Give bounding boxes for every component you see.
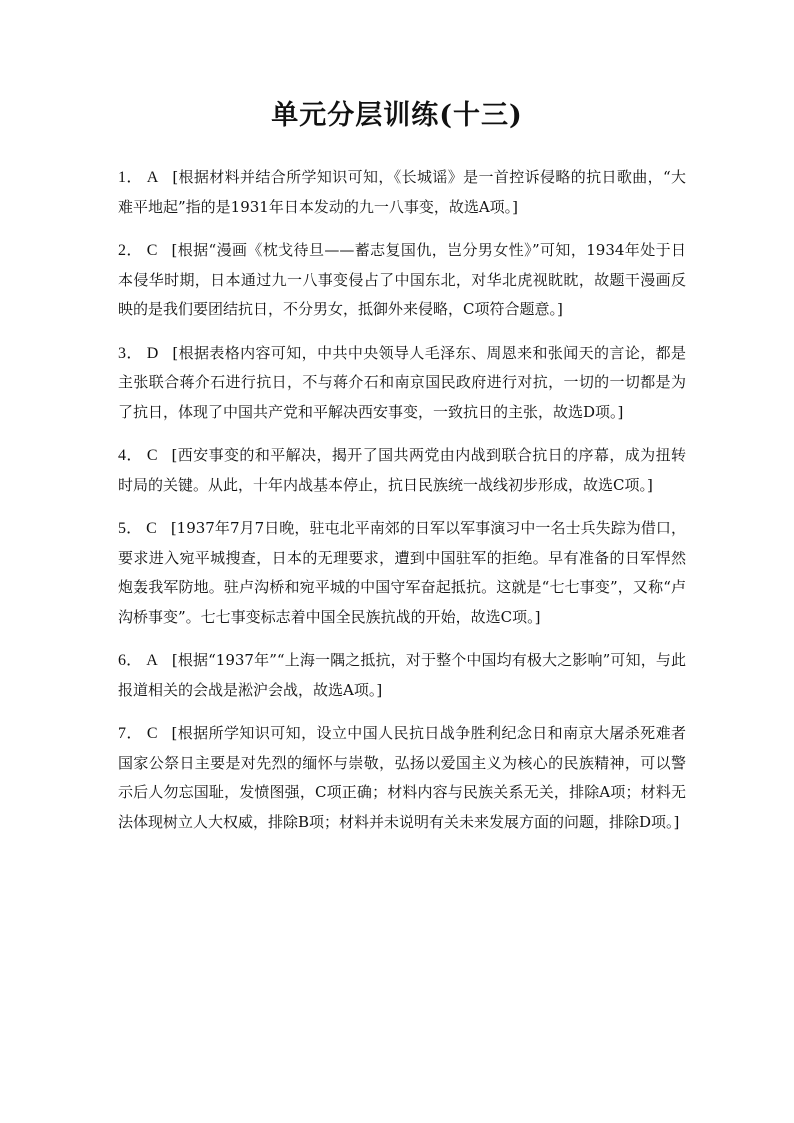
answer-item-6 [118, 646, 686, 705]
answer-number: 6． [118, 652, 143, 669]
answer-item-3 [118, 339, 686, 428]
answer-option: A [146, 169, 159, 186]
answer-list [118, 163, 686, 851]
answer-option: D [146, 344, 159, 362]
answer-explanation: [根据“漫画《枕戈待旦——蓄志复国仇，岂分男女性》”可知，1934年处于日本侵华时期，日本通过九一八事变侵占了中国东北，对华北虎视眈眈，故题干漫画反映的是我们要团结抗日，不分男女，抵御外来侵略，C项符合题意。] [118, 241, 686, 318]
answer-explanation: [根据材料并结合所学知识可知，《长城谣》是一首控诉侵略的抗日歌曲，“大难平地起”指的是1931年日本发动的九一八事变，故选A项。] [118, 168, 686, 216]
answer-number: 3． [118, 344, 143, 362]
answer-item-1 [118, 163, 686, 222]
answer-explanation: [1937年7月7日晚，驻屯北平南郊的日军以军事演习中一名士兵失踪为借口，要求进入宛平城搜查，日本的无理要求，遭到中国驻军的拒绝。早有准备的日军悍然炮轰我军防地。驻卢沟桥和宛平城的中国守军奋起抵抗。这就是“七七事变”，又称“卢沟桥事变”。七七事变标志着中国全民族抗战的开始，故选C项。] [118, 519, 686, 626]
answer-option: C [146, 447, 158, 464]
answer-explanation: [根据所学知识可知，设立中国人民抗日战争胜利纪念日和南京大屠杀死难者国家公祭日主要是对先烈的缅怀与崇敬，弘扬以爱国主义为核心的民族精神，可以警示后人勿忘国耻，发愤图强，C项正确；材料内容与民族关系无关，排除A项；材料无法体现树立人大权威，排除B项；材料并未说明有关未来发展方面的问题，排除D项。] [118, 724, 686, 831]
answer-explanation: [西安事变的和平解决，揭开了国共两党由内战到联合抗日的序幕，成为扭转时局的关键。从此，十年内战基本停止，抗日民族统一战线初步形成，故选C项。] [118, 446, 686, 494]
answer-explanation: [根据表格内容可知，中共中央领导人毛泽东、周恩来和张闻天的言论，都是主张联合蒋介石进行抗日，不与蒋介石和南京国民政府进行对抗，一切的一切都是为了抗日，体现了中国共产党和平解决西安事变，一致抗日的主张，故选D项。] [118, 343, 686, 421]
answer-item-7 [118, 719, 686, 837]
answer-option: A [146, 652, 158, 669]
answer-number: 2． [118, 242, 143, 259]
answer-option: C [146, 520, 157, 537]
page-title: 单元分层训练(十三) [271, 100, 523, 131]
answer-item-4 [118, 441, 686, 500]
answer-explanation: [根据“1937年”“上海一隅之抵抗，对于整个中国均有极大之影响”可知，与此报道相关的会战是淞沪会战，故选A项。] [118, 651, 686, 699]
answer-number: 1． [118, 169, 143, 186]
answer-number: 4． [118, 447, 143, 464]
answer-option: C [146, 242, 158, 259]
answer-number: 7． [118, 725, 143, 742]
answer-item-5 [118, 514, 686, 632]
answer-option: C [146, 725, 158, 742]
answer-number: 5． [118, 520, 143, 537]
answer-item-2 [118, 236, 686, 325]
